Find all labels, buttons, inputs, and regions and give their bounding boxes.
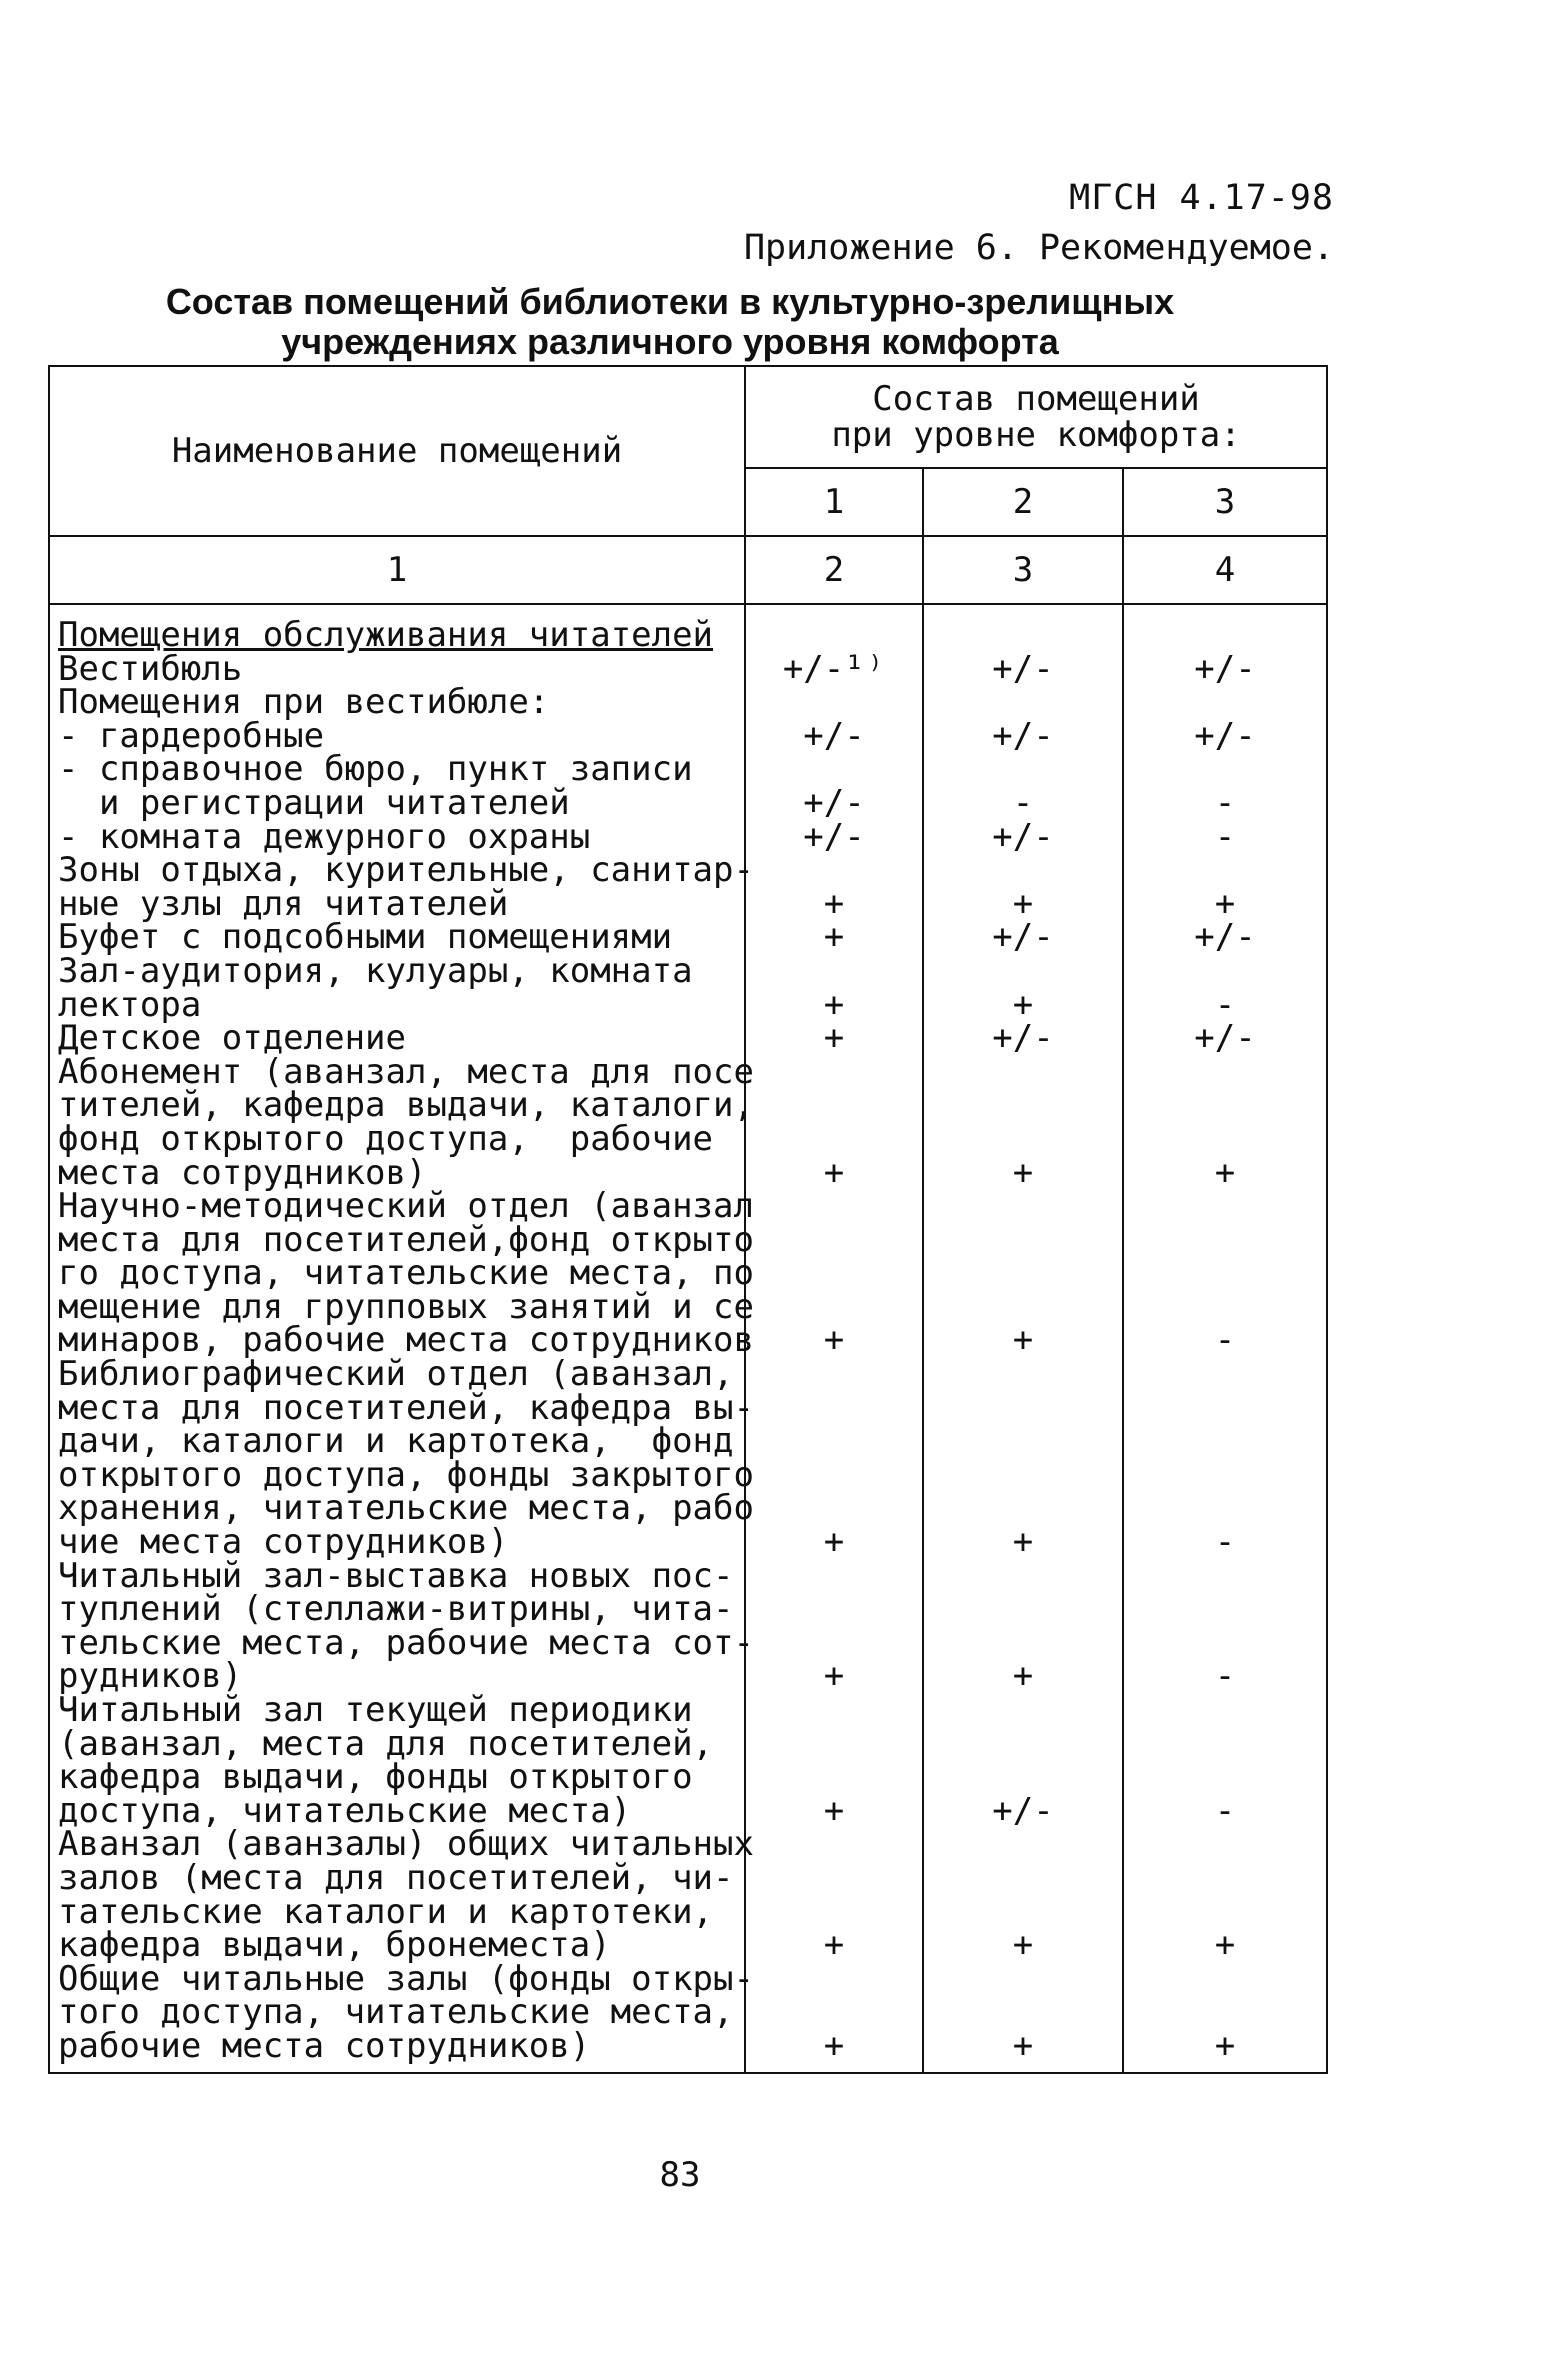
level-1-value: [746, 1761, 922, 1795]
room-line: Аванзал (аванзалы) общих читальных: [58, 1824, 754, 1865]
header-row: [49, 366, 1327, 468]
level-3-value: -: [1214, 816, 1236, 857]
level-1-value: [746, 1896, 922, 1930]
level-1-value: +: [823, 917, 845, 958]
level-2-value: [924, 1358, 1122, 1392]
level-3-value: -: [1214, 1790, 1236, 1831]
level-1-value: [746, 1358, 922, 1392]
level-1-value: [746, 1190, 922, 1224]
level-2-value: +: [1012, 2025, 1034, 2066]
room-line: рудников): [58, 1656, 243, 1697]
level-3-value: [1124, 1425, 1326, 1459]
column-number-1: 1: [49, 536, 745, 604]
level-2-value: [924, 686, 1122, 720]
level-2-value: [924, 1761, 1122, 1795]
rooms-table: [48, 365, 1328, 2074]
level-1-value: +/-: [803, 816, 865, 857]
level-3-value: +/-: [1194, 1018, 1256, 1059]
level-3-value: [1124, 1358, 1326, 1392]
room-line: тителей, кафедра выдачи, каталоги,: [58, 1085, 754, 1126]
composition-header-line-1: Состав помещений: [872, 379, 1200, 419]
table-body-row: [49, 604, 1327, 2073]
level-1-value: [746, 619, 922, 653]
level-3-value: +: [1214, 2025, 1236, 2066]
column-header-composition: [745, 366, 1327, 468]
level-3-value: [1124, 1761, 1326, 1795]
level-2-value: +: [1012, 1925, 1034, 1966]
column-header-room-name: Наименование помещений: [49, 366, 745, 536]
level-1-value: +/-: [803, 715, 865, 756]
room-line: Читальный зал-выставка новых пос-: [58, 1555, 734, 1596]
level-3-value: [1124, 1560, 1326, 1594]
level-2-value: +/-: [992, 917, 1054, 958]
room-line: Зоны отдыха, курительные, санитар-: [58, 850, 754, 891]
level-3-value: [1124, 1828, 1326, 1862]
level-1-value: [746, 1560, 922, 1594]
level-2-value: [924, 1896, 1122, 1930]
level-3-value: +/-: [1194, 715, 1256, 756]
level-2-value: +: [1012, 984, 1034, 1025]
level-3-value: [1124, 619, 1326, 653]
level-1-value: [746, 1963, 922, 1997]
room-line: го доступа, читательские места, по: [58, 1253, 754, 1294]
room-line: туплений (стеллажи-витрины, чита-: [58, 1589, 734, 1630]
level-1-value: [746, 1257, 922, 1291]
level-3-values-column: [1123, 604, 1327, 2073]
room-line: лектора: [58, 984, 202, 1025]
level-3-value: +: [1214, 883, 1236, 924]
level-2-value: [924, 1056, 1122, 1090]
level-3-value: [1124, 1089, 1326, 1123]
comfort-level-2: 2: [923, 468, 1123, 536]
level-1-value: [746, 1459, 922, 1493]
level-2-value: [924, 619, 1122, 653]
room-line: Общие читальные залы (фонды откры-: [58, 1958, 754, 1999]
level-1-value: +: [823, 2025, 845, 2066]
level-2-value: +/-: [992, 816, 1054, 857]
page-number: 83: [659, 2155, 701, 2195]
level-3-value: [1124, 1224, 1326, 1258]
level-3-value: [1124, 1459, 1326, 1493]
level-3-value: [1124, 1190, 1326, 1224]
room-line: дачи, каталоги и картотека, фонд: [58, 1421, 734, 1462]
level-3-value: [1124, 1392, 1326, 1426]
level-3-value: [1124, 1627, 1326, 1661]
level-3-value: [1124, 1291, 1326, 1325]
level-2-value: [924, 1459, 1122, 1493]
level-3-value: [1124, 1593, 1326, 1627]
level-1-value: [746, 1392, 922, 1426]
level-1-value: +/-¹⁾: [782, 648, 886, 689]
room-line: чие места сотрудников): [58, 1522, 509, 1563]
level-3-value: +/-: [1194, 917, 1256, 958]
room-line: залов (места для посетителей, чи-: [58, 1857, 734, 1898]
room-line: минаров, рабочие места сотрудников: [58, 1320, 754, 1361]
page-title: [150, 282, 1190, 362]
level-3-value: -: [1214, 1522, 1236, 1563]
room-line: места для посетителей, кафедра вы-: [58, 1387, 754, 1428]
title-line-1: Состав помещений библиотеки в культурно-зрелищных: [165, 281, 1175, 322]
room-line: - гардеробные: [58, 715, 325, 756]
room-line: Библиографический отдел (аванзал,: [58, 1354, 734, 1395]
level-3-value: [1124, 1694, 1326, 1728]
level-1-value: [746, 955, 922, 989]
level-2-value: [924, 1862, 1122, 1896]
level-3-value: [1124, 854, 1326, 888]
level-1-value: [746, 1728, 922, 1762]
level-2-value: +/-: [992, 1018, 1054, 1059]
room-line: рабочие места сотрудников): [58, 2025, 591, 2066]
level-1-value: +: [823, 883, 845, 924]
level-2-value: [924, 1828, 1122, 1862]
level-2-value: +/-: [992, 1790, 1054, 1831]
level-1-value: +: [823, 1152, 845, 1193]
level-2-value: [924, 1963, 1122, 1997]
level-1-value: +: [823, 1925, 845, 1966]
level-3-value: [1124, 753, 1326, 787]
level-1-value: [746, 1492, 922, 1526]
level-1-value: [746, 1828, 922, 1862]
level-2-value: [924, 1224, 1122, 1258]
room-line: кафедра выдачи, бронеместа): [58, 1925, 611, 1966]
column-number-3: 3: [923, 536, 1123, 604]
column-numbers-row: [49, 536, 1327, 604]
room-line: Буфет с подсобными помещениями: [58, 917, 673, 958]
room-line: кафедра выдачи, фонды открытого: [58, 1757, 693, 1798]
level-2-value: +/-: [992, 715, 1054, 756]
level-2-value: [924, 1257, 1122, 1291]
level-3-value: [1124, 1996, 1326, 2030]
level-3-value: +/-: [1194, 648, 1256, 689]
level-3-value: [1124, 1123, 1326, 1157]
level-2-value: [924, 753, 1122, 787]
room-line: тельские места, рабочие места сот-: [58, 1622, 754, 1663]
composition-header-line-2: при уровне комфорта:: [831, 415, 1241, 455]
level-2-value: +: [1012, 1656, 1034, 1697]
room-line: Помещения обслуживания читателей: [58, 615, 714, 655]
level-2-value: [924, 1694, 1122, 1728]
level-3-value: +: [1214, 1152, 1236, 1193]
level-3-value: [1124, 1963, 1326, 1997]
level-2-value: +: [1012, 883, 1034, 924]
room-line: открытого доступа, фонды закрытого: [58, 1454, 754, 1495]
level-2-value: +: [1012, 1320, 1034, 1361]
room-line: ные узлы для читателей: [58, 883, 509, 924]
level-3-value: [1124, 955, 1326, 989]
level-2-value: [924, 1123, 1122, 1157]
level-2-value: [924, 1291, 1122, 1325]
comfort-level-3: 3: [1123, 468, 1327, 536]
room-line: фонд открытого доступа, рабочие: [58, 1118, 714, 1159]
room-line: Детское отделение: [58, 1018, 406, 1059]
level-3-value: [1124, 1056, 1326, 1090]
level-2-value: [924, 854, 1122, 888]
room-line: Абонемент (аванзал, места для посе: [58, 1051, 754, 1092]
level-3-value: +: [1214, 1925, 1236, 1966]
level-2-value: [924, 1492, 1122, 1526]
level-1-value: [746, 1123, 922, 1157]
level-3-value: -: [1214, 782, 1236, 823]
column-number-2: 2: [745, 536, 923, 604]
level-1-values-column: [745, 604, 923, 2073]
level-1-value: [746, 1224, 922, 1258]
level-1-value: +/-: [803, 782, 865, 823]
level-1-value: [746, 1694, 922, 1728]
room-line: Вестибюль: [58, 648, 243, 689]
level-3-value: -: [1214, 1320, 1236, 1361]
level-2-value: [924, 1728, 1122, 1762]
level-2-value: [924, 1425, 1122, 1459]
level-2-value: [924, 1627, 1122, 1661]
level-2-value: [924, 1392, 1122, 1426]
level-1-value: [746, 1056, 922, 1090]
level-2-value: [924, 955, 1122, 989]
room-line: мещение для групповых занятий и се: [58, 1286, 754, 1327]
room-line: Зал-аудитория, кулуары, комната: [58, 950, 693, 991]
appendix-label: Приложение 6. Рекомендуемое.: [743, 228, 1334, 268]
level-3-value: [1124, 1492, 1326, 1526]
room-line: и регистрации читателей: [58, 782, 570, 823]
room-line: - справочное бюро, пункт записи: [58, 749, 693, 790]
level-3-value: -: [1214, 1656, 1236, 1697]
level-2-value: +/-: [992, 648, 1054, 689]
level-2-value: +: [1012, 1522, 1034, 1563]
room-line: Читальный зал текущей периодики: [58, 1690, 693, 1730]
room-line: Научно-методический отдел (аванзал: [58, 1186, 754, 1227]
room-line: того доступа, читательские места,: [58, 1992, 734, 2033]
room-line: - комната дежурного охраны: [58, 816, 591, 857]
level-1-value: [746, 753, 922, 787]
level-1-value: [746, 1996, 922, 2030]
level-2-value: [924, 1593, 1122, 1627]
level-1-value: [746, 854, 922, 888]
room-line: (аванзал, места для посетителей,: [58, 1723, 714, 1764]
room-line: доступа, читательские места): [58, 1790, 632, 1831]
level-2-value: [924, 1089, 1122, 1123]
level-1-value: +: [823, 984, 845, 1025]
title-line-2: учреждениях различного уровня комфорта: [281, 321, 1059, 362]
level-3-value: [1124, 1728, 1326, 1762]
level-1-value: [746, 1291, 922, 1325]
room-names-column: [49, 604, 754, 2073]
level-3-value: [1124, 1896, 1326, 1930]
level-3-value: [1124, 1257, 1326, 1291]
level-1-value: +: [823, 1522, 845, 1563]
level-2-values-column: [923, 604, 1123, 2073]
level-2-value: [924, 1996, 1122, 2030]
level-2-value: [924, 1190, 1122, 1224]
document-code: МГСН 4.17-98: [1069, 178, 1334, 218]
level-1-value: [746, 1089, 922, 1123]
level-1-value: +: [823, 1018, 845, 1059]
level-1-value: [746, 1425, 922, 1459]
level-3-value: [1124, 686, 1326, 720]
comfort-level-1: 1: [745, 468, 923, 536]
level-2-value: [924, 1560, 1122, 1594]
level-1-value: [746, 686, 922, 720]
level-1-value: +: [823, 1656, 845, 1697]
room-line: хранения, читательские места, рабо: [58, 1488, 754, 1529]
level-1-value: +: [823, 1320, 845, 1361]
level-1-value: +: [823, 1790, 845, 1831]
room-line: места для посетителей,фонд открыто: [58, 1219, 754, 1260]
level-2-value: +: [1012, 1152, 1034, 1193]
room-line: Помещения при вестибюле:: [58, 682, 550, 723]
level-1-value: [746, 1627, 922, 1661]
level-3-value: [1124, 1862, 1326, 1896]
level-3-value: -: [1214, 984, 1236, 1025]
room-line: места сотрудников): [58, 1152, 427, 1193]
level-1-value: [746, 1593, 922, 1627]
room-line: тательские каталоги и картотеки,: [58, 1891, 714, 1932]
level-1-value: [746, 1862, 922, 1896]
level-2-value: -: [1012, 782, 1034, 823]
column-number-4: 4: [1123, 536, 1327, 604]
